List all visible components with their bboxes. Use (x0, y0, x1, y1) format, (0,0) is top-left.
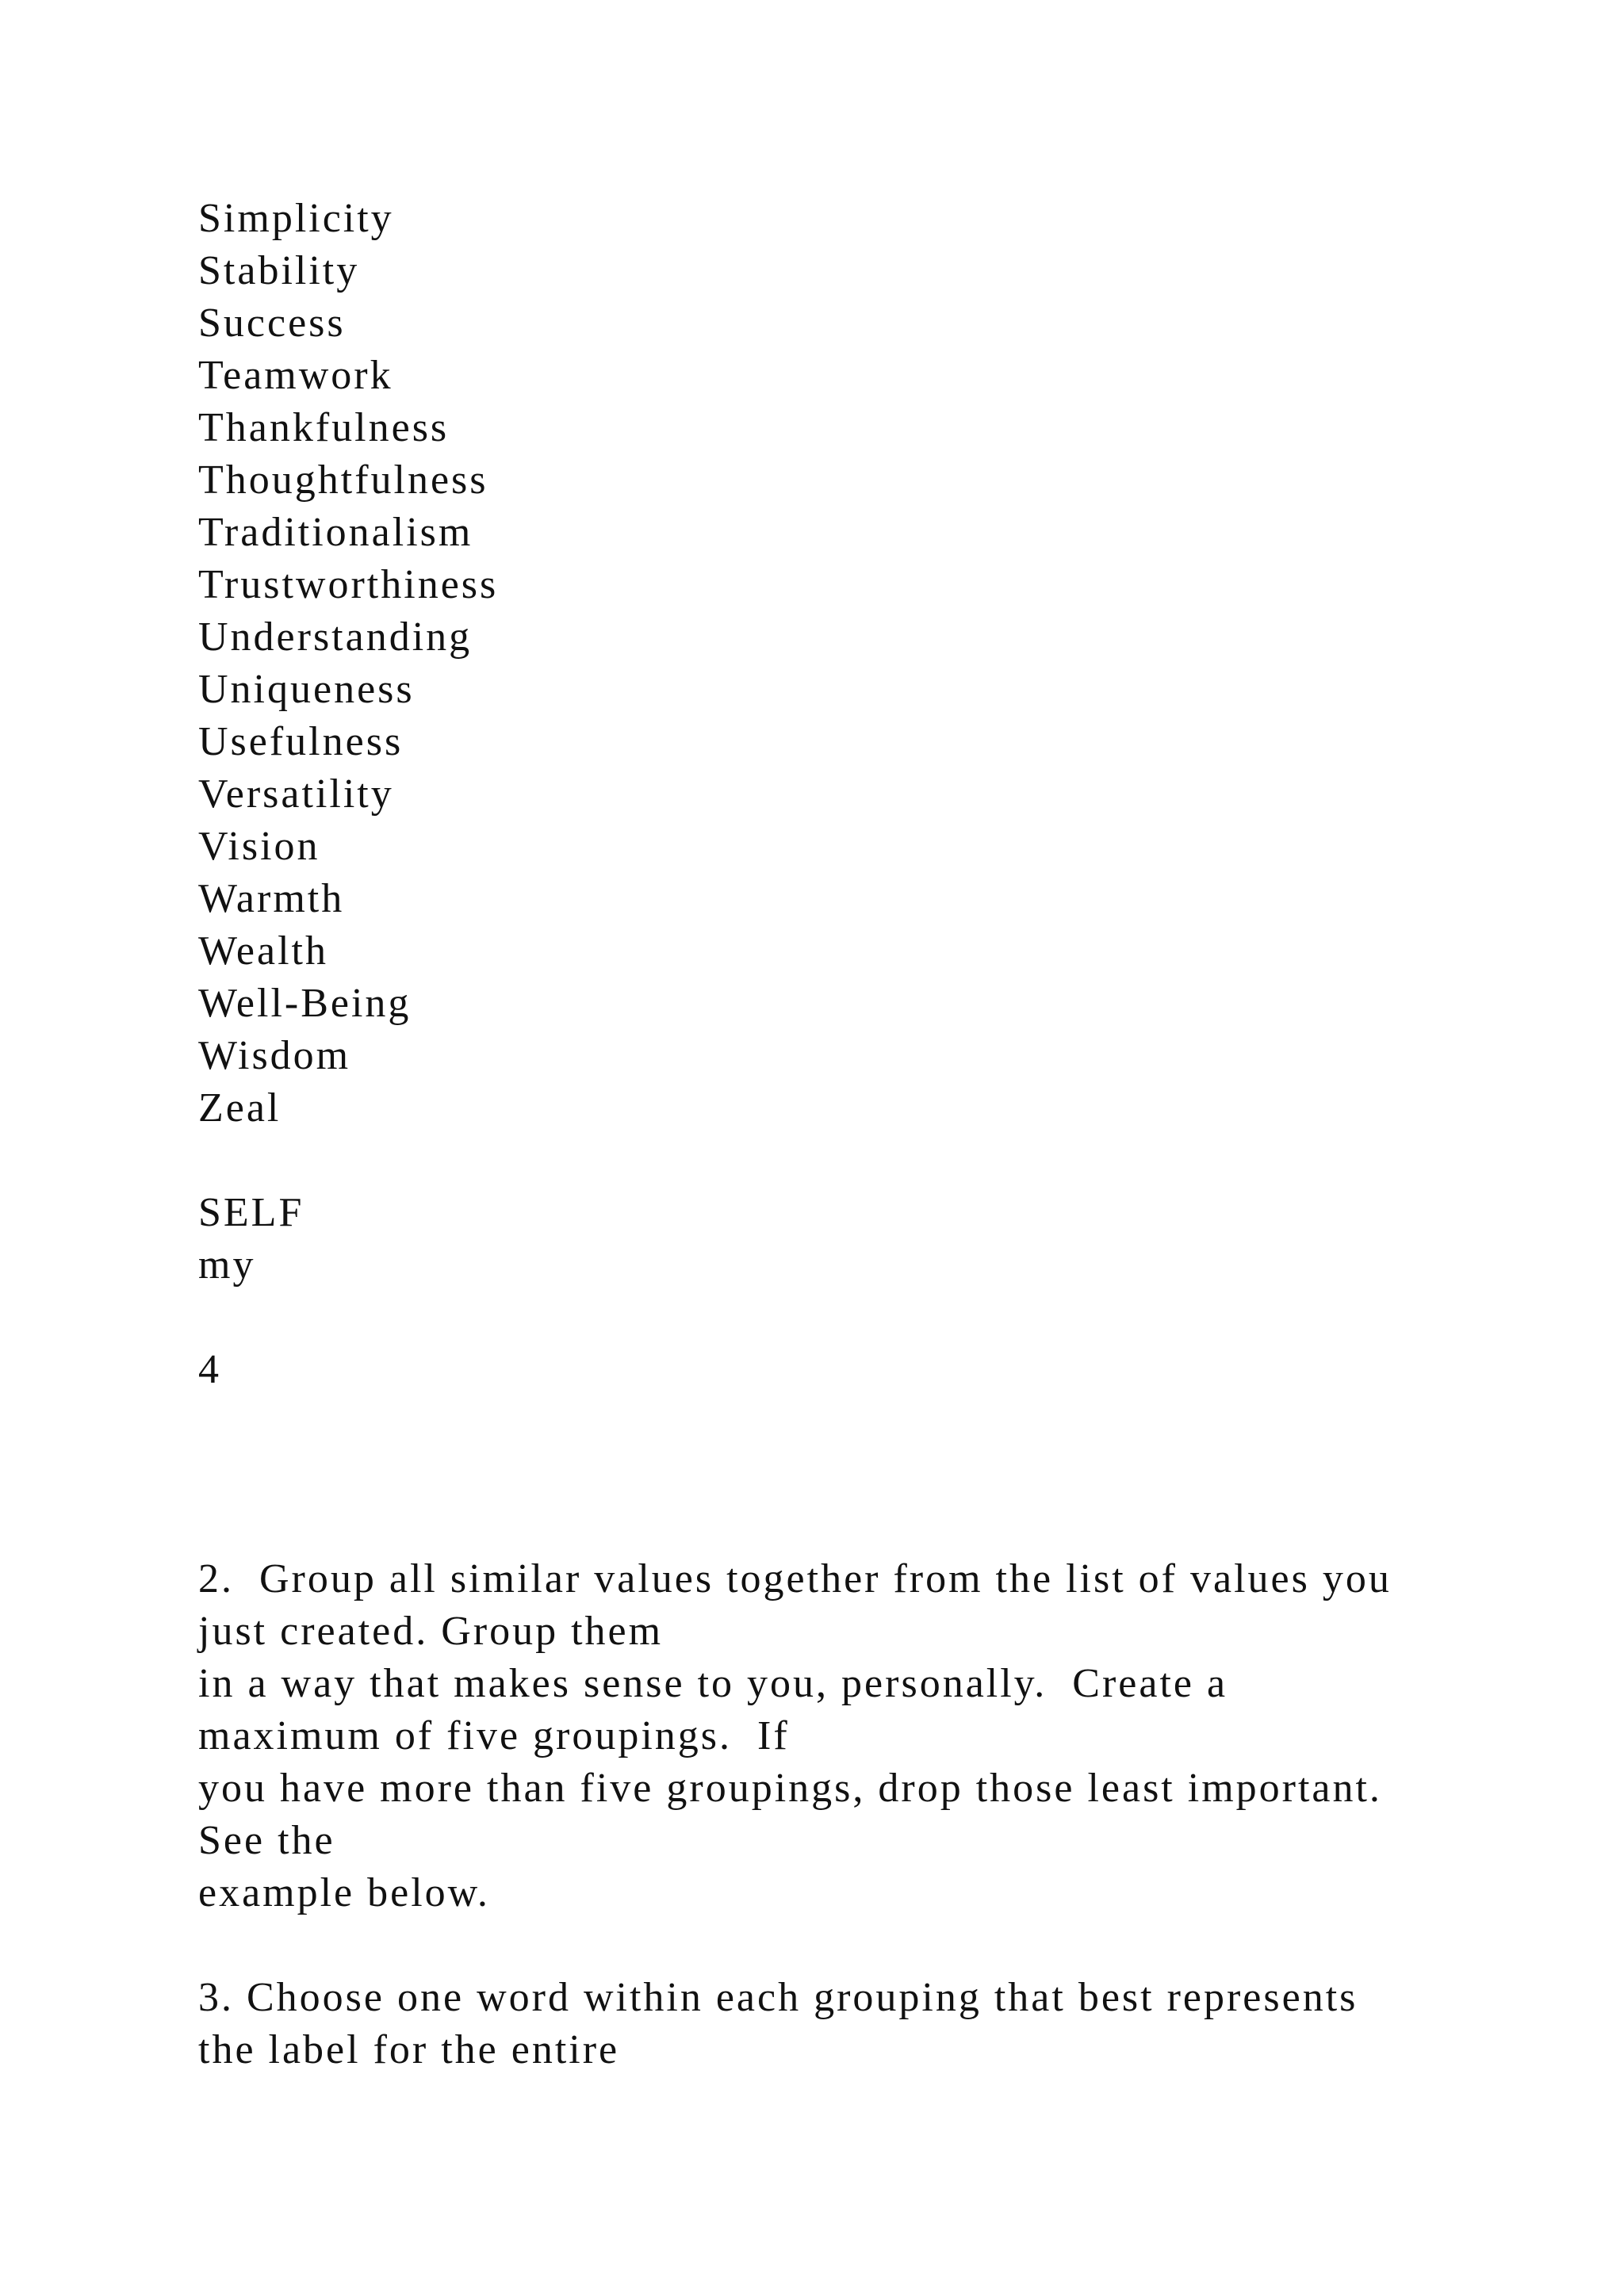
paragraph-line: maximum of five groupings. If (198, 1713, 790, 1758)
list-item: Teamwork (198, 353, 393, 398)
spacer (198, 1919, 1499, 1972)
list-item: Thankfulness (198, 405, 450, 450)
spacer (198, 1396, 1499, 1553)
paragraph-line: 3. Choose one word within each grouping that best represents (198, 1975, 1358, 2020)
list-item: Well-Being (198, 981, 412, 1026)
header-fragment (198, 1187, 1499, 1292)
paragraph-line: in a way that makes sense to you, personally. Create a (198, 1661, 1228, 1706)
instruction-2 (198, 1553, 1499, 1919)
list-item: Success (198, 300, 346, 346)
list-item: Traditionalism (198, 510, 473, 555)
list-item: Thoughtfulness (198, 457, 488, 503)
spacer (198, 1135, 1499, 1187)
header-fragment-line-2: my (198, 1242, 256, 1288)
header-fragment-line-1: SELF (198, 1190, 304, 1235)
list-item: Uniqueness (198, 667, 415, 712)
values-list (198, 193, 1499, 1135)
paragraph-line: you have more than five groupings, drop those least important. (198, 1766, 1382, 1811)
list-item: Trustworthiness (198, 562, 499, 607)
list-item: Understanding (198, 614, 473, 660)
document-body (198, 193, 1499, 2076)
list-item: Vision (198, 824, 320, 869)
list-item: Wisdom (198, 1033, 351, 1078)
paragraph-line: See the (198, 1818, 335, 1863)
list-item: Simplicity (198, 196, 394, 241)
instruction-3 (198, 1972, 1499, 2076)
list-item: Warmth (198, 876, 345, 921)
paragraph-line: example below. (198, 1870, 490, 1915)
paragraph-line: the label for the entire (198, 2027, 620, 2072)
list-item: Zeal (198, 1085, 282, 1131)
paragraph-line: just created. Group them (198, 1609, 664, 1654)
list-item: Versatility (198, 771, 394, 817)
spacer (198, 1292, 1499, 1344)
paragraph-line: 2. Group all similar values together from the list of values you (198, 1556, 1392, 1601)
page-number: 4 (198, 1347, 221, 1392)
list-item: Usefulness (198, 719, 404, 764)
list-item: Stability (198, 248, 360, 293)
list-item: Wealth (198, 928, 328, 974)
